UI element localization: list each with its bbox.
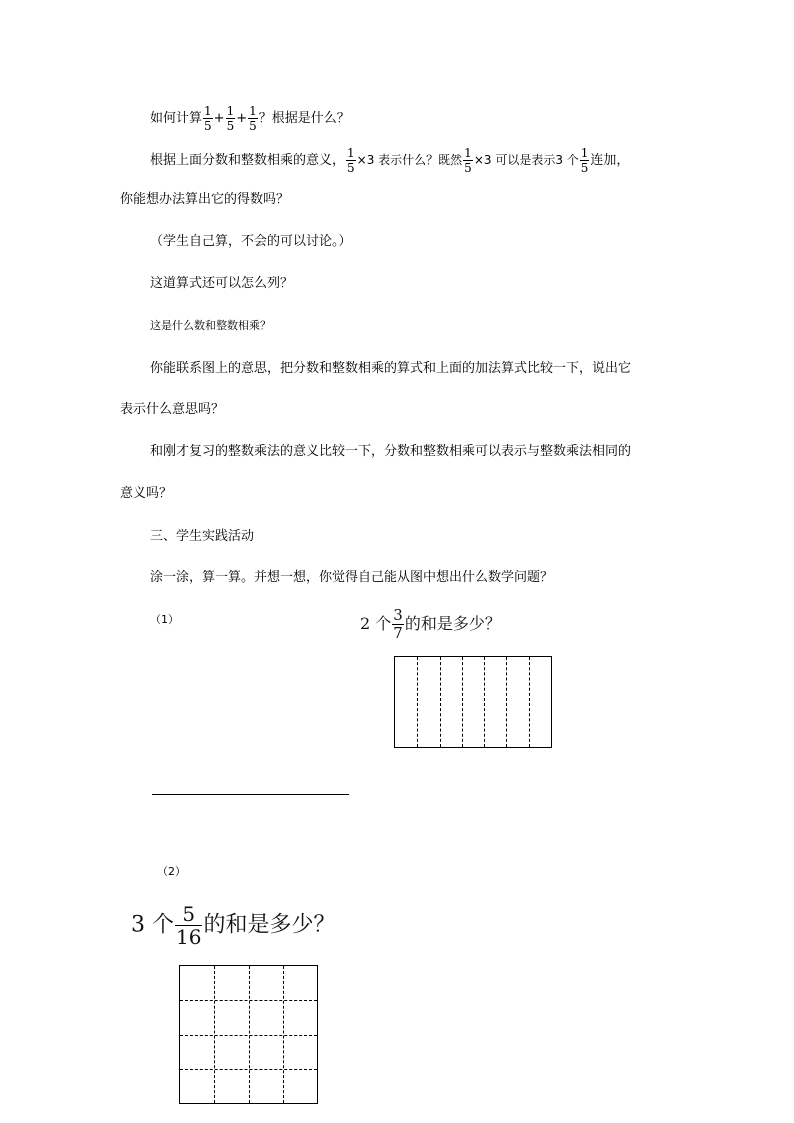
grid-divider-vertical (506, 657, 507, 747)
line-how-to-calc (150, 104, 350, 133)
text: 你能联系图上的意思，把分数和整数相乘的算式和上面的加法算式比较一下，说出它 (150, 361, 632, 376)
numerator: 1 (249, 104, 257, 118)
text: （2） (157, 865, 186, 878)
section-heading (150, 529, 254, 545)
denominator: 5 (580, 161, 589, 175)
fraction-one-fifth (346, 146, 356, 175)
grid-divider-horizontal (180, 1035, 317, 1036)
text: 你能想办法算出它的得数吗？ (120, 192, 290, 207)
line-other-formula (150, 276, 293, 292)
fraction-one-fifth (463, 146, 473, 175)
fraction-three-sevenths (392, 607, 404, 642)
line-review-2 (120, 486, 172, 502)
numerator: 1 (204, 104, 212, 118)
denominator: 5 (464, 161, 472, 175)
grid-divider-vertical (484, 657, 485, 747)
denominator: 5 (249, 119, 257, 133)
line-meaning-question (150, 146, 629, 175)
q1-label (150, 612, 179, 628)
text: ×3 可以是表示3 个 (473, 153, 579, 167)
line-what-numbers (150, 318, 271, 334)
fraction-one-fifth (226, 104, 236, 133)
text: 如何计算 (150, 111, 203, 126)
fraction-one-fifth (203, 104, 213, 133)
text: 的和是多少？ (203, 912, 336, 938)
text: 2 个 (360, 614, 392, 633)
q1-grid[interactable] (394, 656, 552, 748)
fraction-one-fifth (248, 104, 258, 133)
text: 根据上面分数和整数相乘的意义， (150, 153, 346, 168)
q2-grid[interactable] (179, 965, 318, 1104)
text: 三、学生实践活动 (150, 529, 255, 544)
text: 这是什么数和整数相乘？ (150, 319, 271, 332)
line-compare-2 (120, 402, 224, 418)
numerator: 5 (182, 902, 196, 926)
q2-label (157, 864, 186, 880)
text: 意义吗？ (120, 486, 173, 501)
plus-sign: + (213, 111, 225, 126)
grid-divider-horizontal (180, 1000, 317, 1001)
text: （1） (150, 613, 179, 626)
text: 这道算式还可以怎么列？ (150, 276, 294, 291)
numerator: 1 (226, 104, 235, 118)
grid-divider-vertical (417, 657, 418, 747)
denominator: 5 (226, 119, 235, 133)
line-compare-1 (150, 361, 631, 377)
line-can-you-calc (120, 192, 289, 208)
line-review-1 (150, 444, 631, 460)
text: 的和是多少？ (404, 614, 501, 633)
q1-title (360, 607, 501, 642)
denominator: 5 (204, 119, 212, 133)
denominator: 5 (347, 161, 355, 175)
grid-divider-horizontal (180, 1069, 317, 1070)
plus-sign: + (236, 111, 248, 126)
text: ？根据是什么？ (258, 111, 350, 126)
line-student-note (150, 234, 352, 250)
text: （学生自己算，不会的可以讨论。） (150, 234, 352, 249)
q2-title (131, 903, 335, 948)
fraction-one-fifth (580, 146, 590, 175)
numerator: 1 (580, 146, 589, 160)
line-activity (150, 570, 553, 586)
text: 和刚才复习的整数乘法的意义比较一下，分数和整数相乘可以表示与整数乘法相同的 (150, 444, 632, 459)
text: 连加， (590, 153, 630, 168)
fraction-five-sixteenths (175, 903, 202, 948)
text: ×3 表示什么？既然 (356, 153, 463, 167)
denominator: 7 (393, 624, 403, 642)
grid-divider-vertical (440, 657, 441, 747)
text: 表示什么意思吗？ (120, 402, 225, 417)
numerator: 3 (393, 606, 403, 624)
answer-blank-line[interactable] (152, 794, 349, 795)
grid-divider-vertical (529, 657, 530, 747)
text: 3 个 (131, 912, 174, 938)
numerator: 1 (347, 146, 355, 160)
denominator: 16 (176, 925, 202, 949)
numerator: 1 (464, 146, 472, 160)
grid-divider-vertical (462, 657, 463, 747)
text: 涂一涂，算一算。并想一想，你觉得自己能从图中想出什么数学问题？ (150, 570, 554, 585)
